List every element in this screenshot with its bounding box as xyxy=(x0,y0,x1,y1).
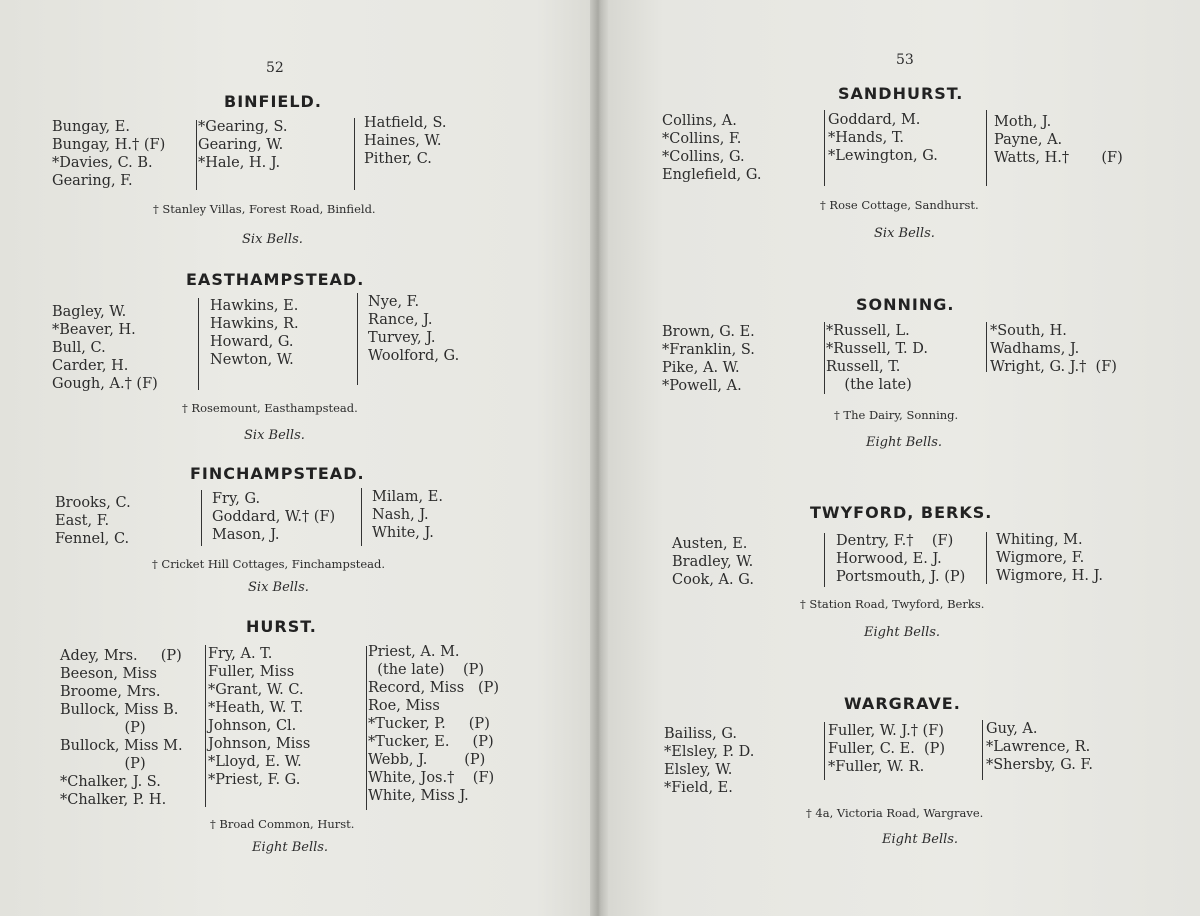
section-binfield-column-1 xyxy=(52,118,165,190)
section-wargrave-bells: Eight Bells. xyxy=(882,832,959,847)
ringer-name: Hawkins, R. xyxy=(210,316,299,332)
ringer-name: *Lewington, G. xyxy=(828,148,938,164)
section-sandhurst-title: SANDHURST. xyxy=(838,84,964,103)
section-twyford-berks-address-note: † Station Road, Twyford, Berks. xyxy=(800,597,985,611)
right-page-number: 53 xyxy=(896,52,914,68)
section-hurst-bells: Eight Bells. xyxy=(252,840,329,855)
ringer-name: Wigmore, F. xyxy=(996,550,1085,566)
section-sonning-bells: Eight Bells. xyxy=(866,435,943,450)
section-finchampstead-column-1 xyxy=(55,494,131,548)
ringer-name: Hawkins, E. xyxy=(210,298,299,314)
ringer-name: (P) xyxy=(60,756,146,772)
ringer-name: Woolford, G. xyxy=(368,348,460,364)
ringer-name: White, Jos.† (F) xyxy=(368,770,495,786)
section-hurst-column-1 xyxy=(60,647,183,809)
ringer-name: White, J. xyxy=(372,525,434,541)
ringer-name: Fuller, Miss xyxy=(208,664,295,680)
section-binfield-bells: Six Bells. xyxy=(242,232,303,247)
ringer-name: Mason, J. xyxy=(212,527,280,543)
section-sandhurst-bells: Six Bells. xyxy=(874,226,935,241)
section-hurst-column-divider xyxy=(366,646,367,810)
ringer-name: *Grant, W. C. xyxy=(208,682,304,698)
ringer-name: Horwood, E. J. xyxy=(836,551,942,567)
ringer-name: *Field, E. xyxy=(664,780,733,796)
ringer-name: Fry, A. T. xyxy=(208,646,273,662)
ringer-name: Bungay, H.† (F) xyxy=(52,137,166,153)
ringer-name: Bungay, E. xyxy=(52,119,130,135)
ringer-name: (the late) (P) xyxy=(368,662,485,678)
section-sonning-column-divider xyxy=(986,322,987,372)
section-easthampstead-column-divider xyxy=(198,298,199,390)
ringer-name: Goddard, W.† (F) xyxy=(212,509,336,525)
ringer-name: Fuller, W. J.† (F) xyxy=(828,723,944,739)
section-wargrave-column-2 xyxy=(828,722,945,776)
ringer-name: (the late) xyxy=(826,377,912,393)
ringer-name: Pike, A. W. xyxy=(662,360,740,376)
section-easthampstead-column-1 xyxy=(52,303,158,393)
ringer-name: Moth, J. xyxy=(994,114,1052,130)
section-hurst-address-note: † Broad Common, Hurst. xyxy=(210,817,355,831)
section-easthampstead-bells: Six Bells. xyxy=(244,428,305,443)
section-sandhurst-column-3 xyxy=(994,113,1123,167)
ringer-name: Whiting, M. xyxy=(996,532,1083,548)
ringer-name: White, Miss J. xyxy=(368,788,469,804)
section-binfield-title: BINFIELD. xyxy=(224,92,322,111)
ringer-name: *Fuller, W. R. xyxy=(828,759,925,775)
ringer-name: (P) xyxy=(60,720,146,736)
ringer-name: Dentry, F.† (F) xyxy=(836,533,954,549)
ringer-name: Bailiss, G. xyxy=(664,726,737,742)
ringer-name: East, F. xyxy=(55,513,110,529)
ringer-name: Haines, W. xyxy=(364,133,442,149)
section-sandhurst-column-2 xyxy=(828,111,938,165)
ringer-name: Carder, H. xyxy=(52,358,129,374)
section-easthampstead-title: EASTHAMPSTEAD. xyxy=(186,270,365,289)
section-sonning-column-1 xyxy=(662,323,755,395)
ringer-name: Newton, W. xyxy=(210,352,294,368)
section-sandhurst-column-divider xyxy=(986,110,987,186)
section-easthampstead-column-3 xyxy=(368,293,459,365)
ringer-name: Rance, J. xyxy=(368,312,433,328)
ringer-name: *Russell, L. xyxy=(826,323,910,339)
ringer-name: Turvey, J. xyxy=(368,330,436,346)
ringer-name: Bagley, W. xyxy=(52,304,127,320)
ringer-name: Bullock, Miss B. xyxy=(60,702,179,718)
section-easthampstead-column-2 xyxy=(210,297,299,369)
ringer-name: *Franklin, S. xyxy=(662,342,755,358)
ringer-name: Roe, Miss xyxy=(368,698,440,714)
section-binfield-column-3 xyxy=(364,114,447,168)
section-sonning-address-note: † The Dairy, Sonning. xyxy=(834,408,959,422)
ringer-name: Fennel, C. xyxy=(55,531,130,547)
ringer-name: Record, Miss (P) xyxy=(368,680,500,696)
section-twyford-berks-column-3 xyxy=(996,531,1103,585)
ringer-name: Milam, E. xyxy=(372,489,443,505)
section-hurst-column-divider xyxy=(205,645,206,807)
ringer-name: *Shersby, G. F. xyxy=(986,757,1093,773)
ringer-name: Gearing, F. xyxy=(52,173,133,189)
ringer-name: Howard, G. xyxy=(210,334,294,350)
ringer-name: Collins, A. xyxy=(662,113,737,129)
section-sonning-column-2 xyxy=(826,322,928,394)
ringer-name: Johnson, Miss xyxy=(208,736,311,752)
ringer-name: Gearing, W. xyxy=(198,137,284,153)
section-twyford-berks-column-2 xyxy=(836,532,965,586)
section-wargrave-column-3 xyxy=(986,720,1093,774)
ringer-name: Russell, T. xyxy=(826,359,901,375)
ringer-name: *Tucker, P. (P) xyxy=(368,716,490,732)
section-easthampstead-column-divider xyxy=(357,293,358,385)
ringer-name: Bullock, Miss M. xyxy=(60,738,183,754)
ringer-name: Goddard, M. xyxy=(828,112,921,128)
section-hurst-column-2 xyxy=(208,645,310,789)
section-wargrave-column-divider xyxy=(824,722,825,780)
ringer-name: *Chalker, P. H. xyxy=(60,792,167,808)
section-finchampstead-column-divider xyxy=(361,488,362,546)
section-wargrave-address-note: † 4a, Victoria Road, Wargrave. xyxy=(806,806,984,820)
ringer-name: *Heath, W. T. xyxy=(208,700,304,716)
ringer-name: *Hale, H. J. xyxy=(198,155,281,171)
section-wargrave-column-divider xyxy=(982,720,983,780)
ringer-name: Portsmouth, J. (P) xyxy=(836,569,966,585)
ringer-name: *Gearing, S. xyxy=(198,119,288,135)
section-finchampstead-column-divider xyxy=(201,490,202,546)
ringer-name: Hatfield, S. xyxy=(364,115,447,131)
section-binfield-column-divider xyxy=(196,120,197,190)
ringer-name: Wigmore, H. J. xyxy=(996,568,1103,584)
ringer-name: *Lawrence, R. xyxy=(986,739,1091,755)
ringer-name: Brooks, C. xyxy=(55,495,131,511)
section-sonning-column-3 xyxy=(990,322,1117,376)
section-sandhurst-column-divider xyxy=(824,110,825,186)
section-finchampstead-bells: Six Bells. xyxy=(248,580,309,595)
ringer-name: Wadhams, J. xyxy=(990,341,1080,357)
ringer-name: *Beaver, H. xyxy=(52,322,136,338)
section-twyford-berks-column-1 xyxy=(672,535,754,589)
ringer-name: *Lloyd, E. W. xyxy=(208,754,302,770)
section-sonning-column-divider xyxy=(824,322,825,394)
section-hurst-title: HURST. xyxy=(246,617,317,636)
section-wargrave-title: WARGRAVE. xyxy=(844,694,961,713)
section-finchampstead-address-note: † Cricket Hill Cottages, Finchampstead. xyxy=(152,557,386,571)
section-binfield-column-2 xyxy=(198,118,288,172)
ringer-name: *Priest, F. G. xyxy=(208,772,301,788)
ringer-name: Broome, Mrs. xyxy=(60,684,161,700)
ringer-name: *Chalker, J. S. xyxy=(60,774,161,790)
ringer-name: *South, H. xyxy=(990,323,1067,339)
section-finchampstead-column-3 xyxy=(372,488,443,542)
ringer-name: Priest, A. M. xyxy=(368,644,460,660)
section-binfield-column-divider xyxy=(354,118,355,190)
section-binfield-address-note: † Stanley Villas, Forest Road, Binfield. xyxy=(153,202,376,216)
section-wargrave-column-1 xyxy=(664,725,754,797)
ringer-name: Watts, H.† (F) xyxy=(994,150,1123,166)
section-finchampstead-column-2 xyxy=(212,490,335,544)
section-twyford-berks-column-divider xyxy=(986,532,987,584)
section-finchampstead-title: FINCHAMPSTEAD. xyxy=(190,464,365,483)
ringer-name: Englefield, G. xyxy=(662,167,762,183)
ringer-name: *Hands, T. xyxy=(828,130,904,146)
ringer-name: Nash, J. xyxy=(372,507,429,523)
ringer-name: Guy, A. xyxy=(986,721,1038,737)
ringer-name: Wright, G. J.† (F) xyxy=(990,359,1117,375)
section-twyford-berks-column-divider xyxy=(824,533,825,587)
ringer-name: *Davies, C. B. xyxy=(52,155,153,171)
ringer-name: Pither, C. xyxy=(364,151,432,167)
ringer-name: *Collins, F. xyxy=(662,131,742,147)
ringer-name: Austen, E. xyxy=(672,536,748,552)
ringer-name: Fry, G. xyxy=(212,491,261,507)
ringer-name: *Collins, G. xyxy=(662,149,745,165)
ringer-name: Johnson, Cl. xyxy=(208,718,297,734)
section-twyford-berks-title: TWYFORD, BERKS. xyxy=(810,503,993,522)
section-twyford-berks-bells: Eight Bells. xyxy=(864,625,941,640)
ringer-name: Beeson, Miss xyxy=(60,666,157,682)
ringer-name: Nye, F. xyxy=(368,294,420,310)
ringer-name: *Powell, A. xyxy=(662,378,742,394)
ringer-name: Cook, A. G. xyxy=(672,572,754,588)
section-sonning-title: SONNING. xyxy=(856,295,955,314)
section-hurst-column-3 xyxy=(368,643,499,805)
ringer-name: Fuller, C. E. (P) xyxy=(828,741,946,757)
section-sandhurst-column-1 xyxy=(662,112,762,184)
ringer-name: Bull, C. xyxy=(52,340,106,356)
ringer-name: *Russell, T. D. xyxy=(826,341,928,357)
section-easthampstead-address-note: † Rosemount, Easthampstead. xyxy=(182,401,358,415)
ringer-name: *Tucker, E. (P) xyxy=(368,734,494,750)
ringer-name: Elsley, W. xyxy=(664,762,733,778)
book-gutter xyxy=(590,0,608,916)
ringer-name: Bradley, W. xyxy=(672,554,754,570)
ringer-name: Gough, A.† (F) xyxy=(52,376,158,392)
ringer-name: Webb, J. (P) xyxy=(368,752,486,768)
ringer-name: Adey, Mrs. (P) xyxy=(60,648,182,664)
ringer-name: *Elsley, P. D. xyxy=(664,744,755,760)
left-page-number: 52 xyxy=(266,60,284,76)
ringer-name: Brown, G. E. xyxy=(662,324,755,340)
ringer-name: Payne, A. xyxy=(994,132,1063,148)
section-sandhurst-address-note: † Rose Cottage, Sandhurst. xyxy=(820,198,979,212)
